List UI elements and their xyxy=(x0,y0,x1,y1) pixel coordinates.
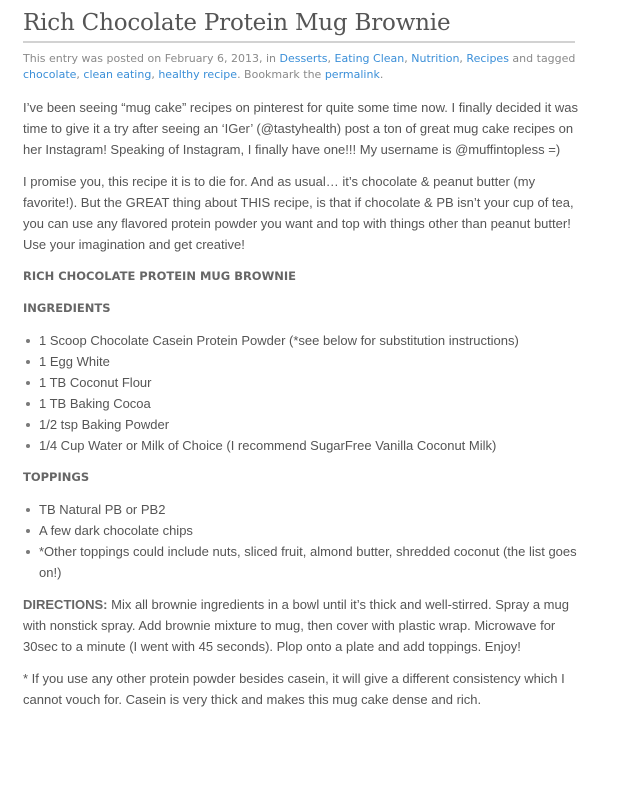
ingredient-text: 1 TB Coconut Flour xyxy=(39,375,152,390)
tag-link-healthy-recipe[interactable]: healthy recipe xyxy=(158,68,238,81)
topping-item xyxy=(39,541,583,583)
meta-separator: , xyxy=(327,52,335,65)
toppings-list xyxy=(23,499,583,583)
directions-paragraph xyxy=(23,594,583,657)
topping-item xyxy=(39,520,583,541)
bullet-icon xyxy=(26,423,30,427)
bullet-icon xyxy=(26,508,30,512)
intro-paragraph: I promise you, this recipe it is to die for. And as usual… it’s chocolate & peanut butter (my favorite!). But the GREAT thing about THIS recipe, is that if chocolate & PB isn’t your cup of tea, you can use any flavored protein powder you want and top with things other than peanut butter! Use your imagination and get creative! xyxy=(23,174,574,252)
category-link-recipes[interactable]: Recipes xyxy=(466,52,509,65)
tag-link-clean-eating[interactable]: clean eating xyxy=(83,68,152,81)
category-link-desserts[interactable]: Desserts xyxy=(279,52,328,65)
meta-end: . xyxy=(379,68,384,81)
bullet-icon xyxy=(26,402,30,406)
ingredient-item xyxy=(39,435,583,456)
blog-post xyxy=(23,0,583,721)
directions-text: Mix all brownie ingredients in a bowl until it’s thick and well-stirred. Spray a mug with nonstick spray. Add brownie mixture to mug, then cover with plastic wrap. Microwave for 30sec to a minute (I went with 45 seconds). Plop onto a plate and add toppings. Enjoy! xyxy=(23,597,569,654)
bullet-icon xyxy=(26,444,30,448)
meta-separator: , xyxy=(404,52,412,65)
ingredient-item xyxy=(39,414,583,435)
bullet-icon xyxy=(26,360,30,364)
ingredient-text: 1/2 tsp Baking Powder xyxy=(39,417,170,432)
footnote-paragraph: * If you use any other protein powder besides casein, it will give a different consistency which I cannot vouch for. Casein is very thick and makes this mug cake dense and rich. xyxy=(23,671,565,707)
topping-text: TB Natural PB or PB2 xyxy=(39,502,166,517)
meta-separator: , xyxy=(459,52,467,65)
ingredient-text: 1/4 Cup Water or Milk of Choice (I recommend SugarFree Vanilla Coconut Milk) xyxy=(39,438,497,453)
title-divider xyxy=(23,41,575,43)
toppings-heading: TOPPINGS xyxy=(23,470,90,484)
meta-bookmark-text: . Bookmark the xyxy=(237,68,325,81)
meta-separator: , xyxy=(76,68,84,81)
ingredient-item xyxy=(39,372,583,393)
ingredients-list xyxy=(23,330,583,456)
topping-text: *Other toppings could include nuts, sliced fruit, almond butter, shredded coconut (the list goes on!) xyxy=(39,544,577,580)
post-title: Rich Chocolate Protein Mug Brownie xyxy=(23,10,451,36)
meta-tagged-text: and tagged xyxy=(508,52,576,65)
intro-paragraph: I’ve been seeing “mug cake” recipes on pinterest for quite some time now. I finally decided it was time to give it a try after seeing an ‘IGer’ (@tastyhealth) post a ton of great mug cake recipes on her Instagram! Speaking of Instagram, I finally have one!!! My username is @muffintopless =) xyxy=(23,100,578,157)
topping-item xyxy=(39,499,583,520)
ingredient-item xyxy=(39,393,583,414)
permalink-link[interactable]: permalink xyxy=(324,68,380,81)
ingredient-text: 1 TB Baking Cocoa xyxy=(39,396,151,411)
topping-text: A few dark chocolate chips xyxy=(39,523,193,538)
bullet-icon xyxy=(26,550,30,554)
ingredients-heading: INGREDIENTS xyxy=(23,301,111,315)
entry-meta xyxy=(23,51,583,83)
directions-label: DIRECTIONS: xyxy=(23,597,108,612)
recipe-heading: RICH CHOCOLATE PROTEIN MUG BROWNIE xyxy=(23,269,297,283)
entry-content xyxy=(23,97,583,710)
ingredient-item xyxy=(39,330,583,351)
tag-link-chocolate[interactable]: chocolate xyxy=(23,68,77,81)
meta-prefix: This entry was posted on February 6, 2013, in xyxy=(23,52,280,65)
ingredient-text: 1 Scoop Chocolate Casein Protein Powder (*see below for substitution instructions) xyxy=(39,333,519,348)
category-link-eating-clean[interactable]: Eating Clean xyxy=(334,52,405,65)
ingredient-item xyxy=(39,351,583,372)
ingredient-text: 1 Egg White xyxy=(39,354,110,369)
bullet-icon xyxy=(26,529,30,533)
bullet-icon xyxy=(26,339,30,343)
bullet-icon xyxy=(26,381,30,385)
meta-separator: , xyxy=(151,68,159,81)
category-link-nutrition[interactable]: Nutrition xyxy=(411,52,460,65)
